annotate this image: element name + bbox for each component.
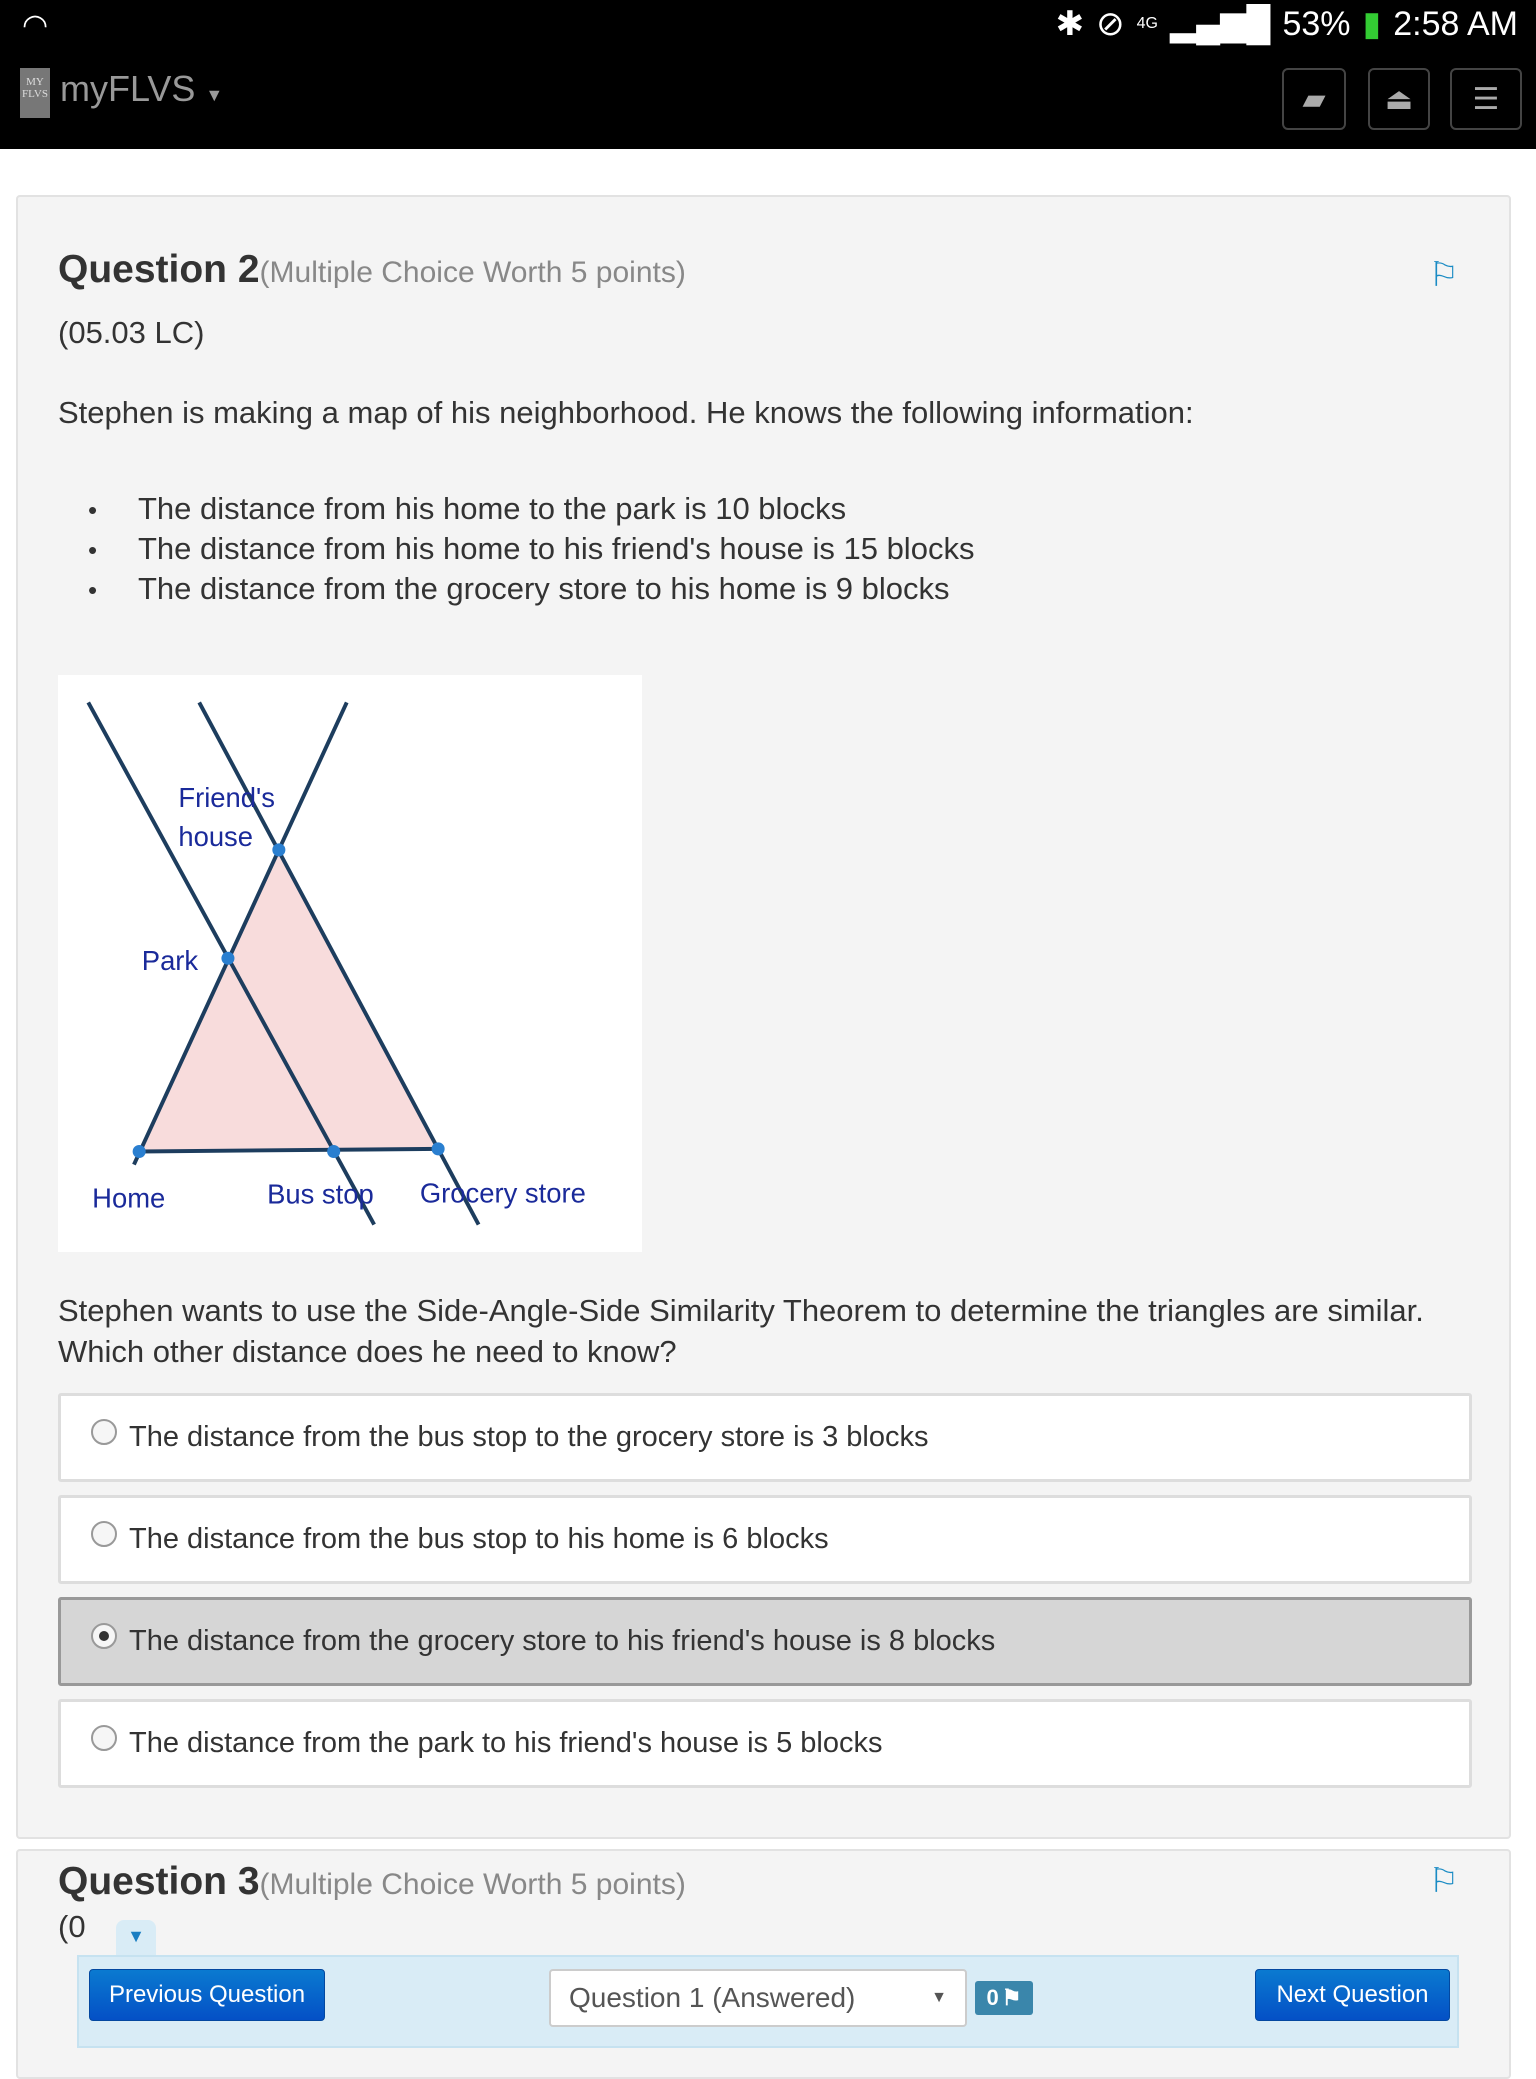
label-friends: Friend's xyxy=(178,781,275,813)
caret-down-icon: ▼ xyxy=(127,1926,145,1946)
point-friends-house xyxy=(272,843,285,856)
question-title: Question 3(Multiple Choice Worth 5 points) xyxy=(58,1860,686,1903)
flagged-count-badge[interactable] xyxy=(975,1981,1033,2015)
question-select-value: Question 1 (Answered) xyxy=(569,1982,856,2013)
inbox-button[interactable] xyxy=(1368,68,1430,130)
label-bus-stop: Bus stop xyxy=(267,1178,374,1210)
radio-button[interactable] xyxy=(91,1419,117,1445)
next-question-button[interactable]: Next Question xyxy=(1255,1969,1450,2021)
book-button[interactable] xyxy=(1282,68,1346,130)
point-park xyxy=(221,952,234,965)
signal-icon: ▂▄▆█ xyxy=(1169,5,1271,43)
flag-icon: ⚑ xyxy=(1001,1985,1022,2010)
facts-list xyxy=(68,489,974,609)
question-nav-bar xyxy=(77,1955,1459,2048)
list-item: • The distance from the grocery store to his home is 9 blocks xyxy=(68,569,974,609)
option-label: The distance from the grocery store to his friend's house is 8 blocks xyxy=(129,1625,996,1657)
inbox-icon: ⏏ xyxy=(1384,82,1414,116)
nav-collapse-toggle[interactable] xyxy=(116,1920,156,1958)
option-label: The distance from the bus stop to his home is 6 blocks xyxy=(129,1523,829,1555)
previous-question-button[interactable]: Previous Question xyxy=(89,1969,325,2021)
radio-button-checked[interactable] xyxy=(91,1623,117,1649)
radio-button[interactable] xyxy=(91,1521,117,1547)
hamburger-icon: ☰ xyxy=(1472,82,1500,116)
option-label: The distance from the bus stop to the grocery store is 3 blocks xyxy=(129,1421,929,1453)
clock: 2:58 AM xyxy=(1393,4,1518,43)
bluetooth-icon: ✱ xyxy=(1055,5,1085,43)
option-label: The distance from the park to his friend's house is 5 blocks xyxy=(129,1727,883,1759)
list-item: • The distance from his home to the park is 10 blocks xyxy=(68,489,974,529)
status-bar xyxy=(0,0,1536,50)
book-icon: ▰ xyxy=(1302,82,1326,116)
flag-icon[interactable]: ⚐ xyxy=(1428,256,1459,294)
network-label: 4G xyxy=(1136,15,1158,32)
question-meta: (Multiple Choice Worth 5 points) xyxy=(259,256,686,289)
caret-down-icon: ▼ xyxy=(931,1989,947,2006)
answer-option-3-selected[interactable] xyxy=(58,1597,1472,1686)
line-home-grocery xyxy=(139,1149,438,1152)
battery-icon: ▮ xyxy=(1362,5,1382,43)
label-park: Park xyxy=(141,945,199,977)
answer-option-4[interactable] xyxy=(58,1699,1472,1788)
brand-label: myFLVS xyxy=(60,68,196,109)
question-card xyxy=(16,195,1511,1839)
flag-icon[interactable]: ⚐ xyxy=(1428,1862,1459,1900)
answer-option-1[interactable] xyxy=(58,1393,1472,1482)
question-prompt-1: Stephen wants to use the Side-Angle-Side Similarity Theorem to determine the triangles are similar. xyxy=(58,1293,1424,1328)
question-code: (05.03 LC) xyxy=(58,315,205,350)
neighborhood-diagram xyxy=(58,675,642,1252)
question-intro: Stephen is making a map of his neighborhood. He knows the following information: xyxy=(58,395,1194,430)
flvs-logo: MY FLVS xyxy=(20,68,50,118)
brand-menu[interactable] xyxy=(60,68,223,110)
menu-button[interactable] xyxy=(1450,68,1522,130)
diagram-svg xyxy=(58,675,642,1252)
question-title: Question 2(Multiple Choice Worth 5 points) xyxy=(58,248,686,291)
question-code: (0 xyxy=(58,1909,86,1944)
question-prompt-2: Which other distance does he need to know? xyxy=(58,1334,677,1369)
caret-down-icon: ▼ xyxy=(205,85,224,105)
point-home xyxy=(133,1145,146,1158)
question-meta: (Multiple Choice Worth 5 points) xyxy=(259,1868,686,1901)
do-not-disturb-icon: ⊘ xyxy=(1096,5,1125,43)
label-grocery: Grocery store xyxy=(419,1177,586,1209)
label-house: house xyxy=(178,821,254,853)
flag-count: 0 xyxy=(986,1985,999,2010)
list-item: • The distance from his home to his friend's house is 15 blocks xyxy=(68,529,974,569)
app-header xyxy=(0,50,1536,149)
point-bus-stop xyxy=(327,1145,340,1158)
label-home: Home xyxy=(92,1182,166,1214)
battery-percent: 53% xyxy=(1282,4,1351,43)
point-grocery xyxy=(432,1142,445,1155)
question-select[interactable] xyxy=(549,1969,967,2027)
wifi-icon: ◠ xyxy=(22,9,49,42)
radio-button[interactable] xyxy=(91,1725,117,1751)
answer-option-2[interactable] xyxy=(58,1495,1472,1584)
